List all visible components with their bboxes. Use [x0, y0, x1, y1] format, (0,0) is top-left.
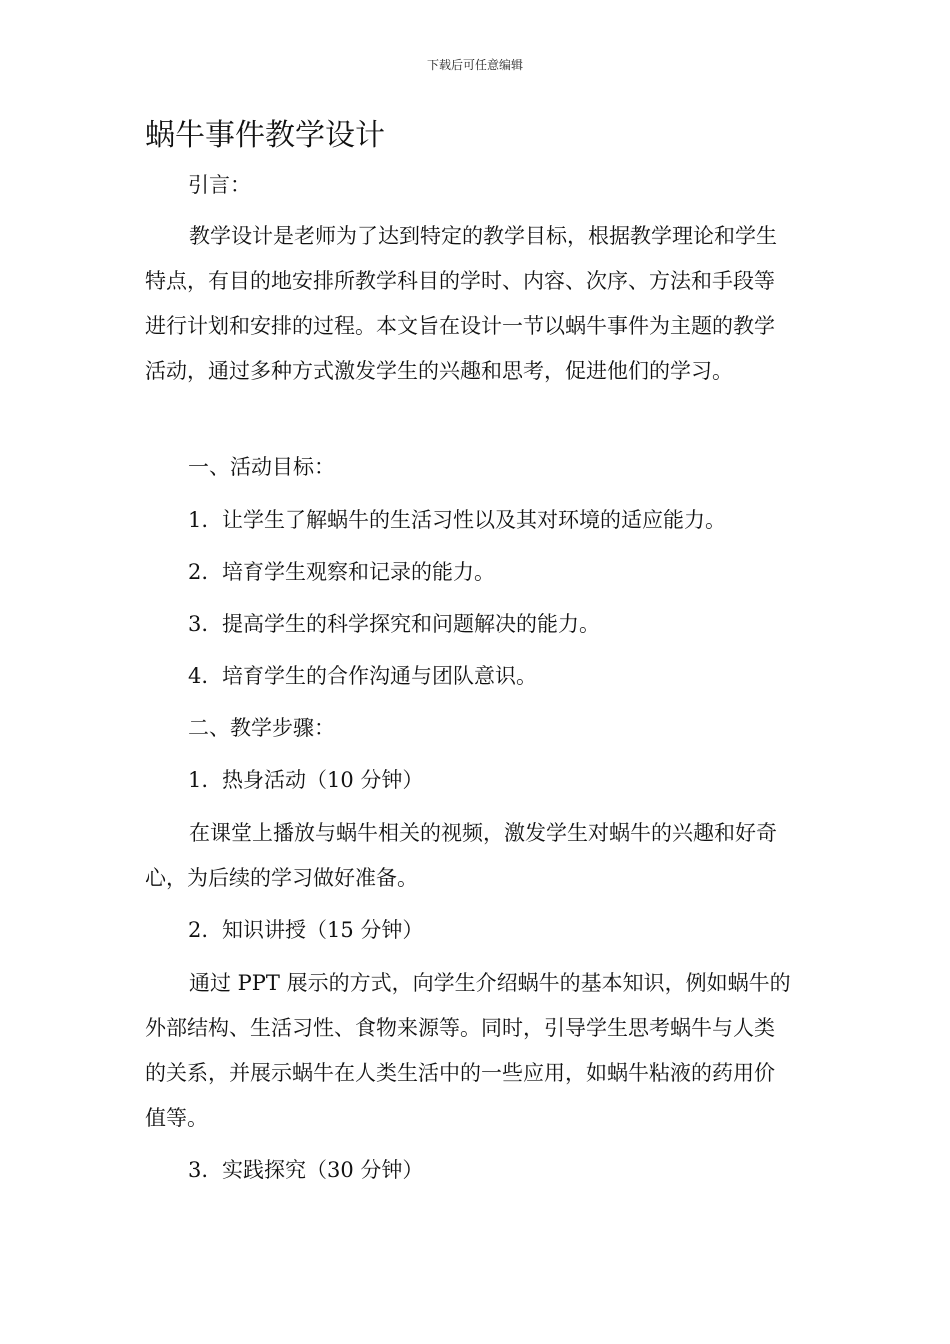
- step1-title: [188, 765, 423, 795]
- goal-item-text: 培育学生的合作沟通与团队意识。: [222, 664, 537, 688]
- step-number: 2.: [188, 918, 209, 942]
- step1-paragraph: 在课堂上播放与蜗牛相关的视频，激发学生对蜗牛的兴趣和好奇心，为后续的学习做好准备。: [145, 821, 777, 890]
- step3-title: [188, 1155, 423, 1185]
- step-title-text: 实践探究（30 分钟）: [222, 1158, 424, 1182]
- step-number: 3.: [188, 1158, 209, 1182]
- step-number: 1.: [188, 768, 209, 792]
- goal-item-2: [188, 557, 495, 587]
- goal-item-number: 1.: [188, 508, 209, 532]
- header-note: 下载后可任意编辑: [426, 58, 523, 72]
- goal-item-number: 3.: [188, 612, 209, 636]
- goal-item-3: [188, 609, 600, 639]
- section2-heading: 二、教学步骤：: [188, 716, 335, 740]
- step2-paragraph: 通过 PPT 展示的方式，向学生介绍蜗牛的基本知识，例如蜗牛的外部结构、生活习性、食物来源等。同时，引导学生思考蜗牛与人类的关系，并展示蜗牛在人类生活中的一些应用，如蜗牛粘液的药用价值等。: [145, 971, 791, 1130]
- step-title-text: 热身活动（10 分钟）: [222, 768, 424, 792]
- goal-item-1: [188, 505, 726, 535]
- goal-item-number: 4.: [188, 664, 209, 688]
- goal-item-text: 培育学生观察和记录的能力。: [222, 560, 495, 584]
- step2-title: [188, 915, 423, 945]
- intro-paragraph: 教学设计是老师为了达到特定的教学目标，根据教学理论和学生特点，有目的地安排所教学科目的学时、内容、次序、方法和手段等进行计划和安排的过程。本文旨在设计一节以蜗牛事件为主题的教学活动，通过多种方式激发学生的兴趣和思考，促进他们的学习。: [145, 224, 777, 383]
- goal-item-text: 让学生了解蜗牛的生活习性以及其对环境的适应能力。: [222, 508, 726, 532]
- goal-item-text: 提高学生的科学探究和问题解决的能力。: [222, 612, 600, 636]
- section1-heading: 一、活动目标：: [188, 455, 335, 479]
- goal-item-4: [188, 661, 537, 691]
- document-title: 蜗牛事件教学设计: [145, 118, 385, 153]
- step-title-text: 知识讲授（15 分钟）: [222, 918, 424, 942]
- goal-item-number: 2.: [188, 560, 209, 584]
- intro-heading: 引言：: [188, 173, 251, 197]
